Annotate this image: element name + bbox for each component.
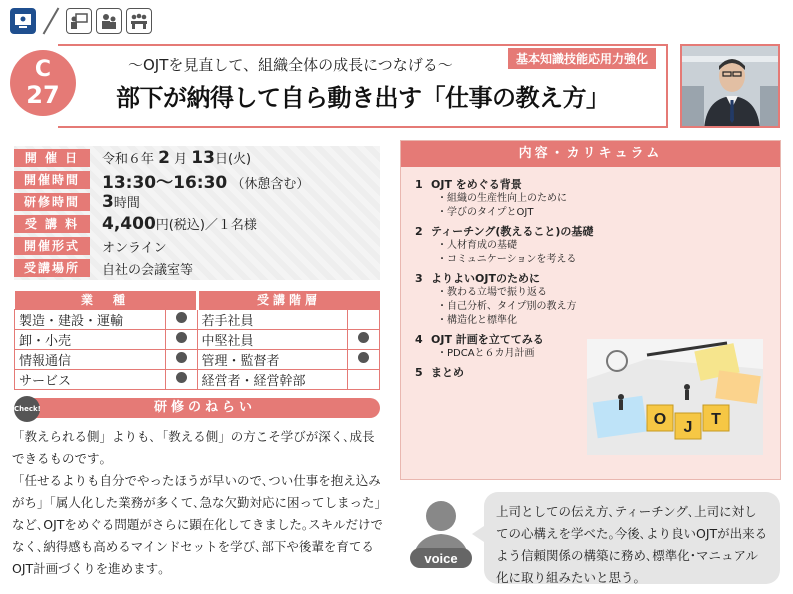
- industry-mark: [165, 369, 197, 389]
- level-mark: [348, 349, 380, 369]
- level-cell: 管理・監督者: [197, 349, 348, 369]
- course-code-number: 27: [26, 81, 60, 109]
- date-label: 開 催 日: [14, 149, 90, 167]
- level-mark: [348, 369, 380, 389]
- target-icons: [10, 6, 152, 36]
- time-row: [14, 170, 310, 193]
- table-row: [15, 329, 380, 349]
- check-icon: Check!: [14, 396, 40, 422]
- fee-value: 4,400円(税込)／１名様: [102, 214, 257, 234]
- format-value: オンライン: [102, 240, 167, 256]
- target-mark-icon: [176, 332, 187, 343]
- aim-paragraph: 「任せるよりも自分でやったほうが早いので､つい仕事を抱え込みがち」「属人化した業務が多くて､急な欠勤対応に困ってしまった」など､OJTをめぐる問題がさらに顕在化してきました｡スキルだけでなく､納得感も高めるマインドセットを学び､部下や後輩を育てるOJT計画づくりを進めます｡: [12, 473, 384, 576]
- online-training-icon: [10, 8, 36, 34]
- industry-mark: [165, 329, 197, 349]
- block-letter-t: T: [711, 411, 721, 428]
- place-label: 受講場所: [14, 259, 90, 277]
- target-mark-icon: [176, 372, 187, 383]
- curriculum-item: 4 OJT 計画を立ててみる ・PDCAと６カ月計画: [415, 333, 544, 359]
- industry-cell: 情報通信: [15, 349, 166, 369]
- divider: [40, 8, 62, 34]
- fee-label: 受 講 料: [14, 215, 90, 233]
- ojt-photo: [587, 339, 763, 455]
- format-row: [14, 236, 167, 256]
- lecture-icon: [66, 8, 92, 34]
- target-mark-icon: [176, 352, 187, 363]
- aim-paragraph: 「教えられる側」よりも､「教える側」の方こそ学びが深く､成長できるものです｡: [12, 429, 375, 466]
- industry-cell: 卸・小売: [15, 329, 166, 349]
- target-mark-icon: [358, 332, 369, 343]
- industry-mark: [165, 309, 197, 329]
- course-subtitle: ～OJTを見直して、組織全体の成長につなげる～: [128, 56, 453, 74]
- curriculum-panel: [400, 140, 781, 480]
- mentoring-icon: [96, 8, 122, 34]
- level-mark: [348, 309, 380, 329]
- level-cell: 経営者・経営幹部: [197, 369, 348, 389]
- voice-label: voice: [424, 551, 458, 566]
- level-mark: [348, 329, 380, 349]
- curriculum-list: [415, 177, 593, 384]
- curriculum-item: 2 ティーチング(教えること)の基礎 ・人材育成の基礎 ・コミュニケーションを考える: [415, 225, 594, 265]
- group-work-icon: [126, 8, 152, 34]
- aim-text: [12, 426, 384, 580]
- event-info: [14, 146, 380, 280]
- industry-cell: サービス: [15, 369, 166, 389]
- aim-heading: 研修のねらい: [30, 398, 380, 418]
- fee-row: [14, 214, 257, 234]
- table-row: [15, 309, 380, 329]
- block-letter-o: O: [653, 411, 667, 428]
- format-label: 開催形式: [14, 237, 90, 255]
- industry-header: 業 種: [15, 291, 198, 309]
- level-cell: 若手社員: [197, 309, 348, 329]
- table-row: [15, 369, 380, 389]
- category-tag: 基本知識技能応用力強化: [508, 48, 656, 69]
- target-table: [14, 291, 380, 390]
- target-mark-icon: [176, 312, 187, 323]
- course-code-letter: C: [34, 57, 52, 82]
- target-mark-icon: [358, 352, 369, 363]
- level-cell: 中堅社員: [197, 329, 348, 349]
- curriculum-item: 3 よりよいOJTのために ・教わる立場で振り返る ・自己分析、タイプ別の教え方 ・構造化と標準化: [415, 272, 577, 326]
- industry-cell: 製造・建設・運輸: [15, 309, 166, 329]
- date-value: 令和６年 2 月 13日(火): [102, 148, 252, 168]
- industry-mark: [165, 349, 197, 369]
- course-code-badge: [10, 50, 76, 116]
- time-value: 13:30～16:30 （休憩含む）: [102, 172, 310, 193]
- voice-comment: 上司としての伝え方､ティーチング､上司に対しての心構えを学べた｡今後､より良いOJTが出来るよう信頼関係の構築に務め､標準化･マニュアル化に取り組みたいと思う｡: [484, 492, 780, 584]
- title-box: [58, 44, 668, 128]
- block-letter-j: J: [683, 419, 693, 436]
- curriculum-item: 1 OJT をめぐる背景 ・組織の生産性向上のために ・学びのタイプとOJT: [415, 178, 567, 218]
- hours-row: [14, 192, 140, 212]
- place-row: [14, 258, 193, 278]
- table-row: [15, 349, 380, 369]
- hours-value: 3時間: [102, 192, 140, 212]
- time-label: 開催時間: [14, 171, 90, 189]
- place-value: 自社の会議室等: [102, 262, 194, 278]
- level-header: 受講階層: [197, 291, 380, 309]
- curriculum-heading: 内容・カリキュラム: [401, 141, 780, 167]
- instructor-photo: [680, 44, 780, 128]
- hours-label: 研修時間: [14, 193, 90, 211]
- date-row: [14, 148, 251, 168]
- voice-avatar: [404, 492, 478, 572]
- course-title: 部下が納得して自ら動き出す「仕事の教え方」: [116, 84, 610, 112]
- curriculum-item: 5 まとめ: [415, 366, 464, 379]
